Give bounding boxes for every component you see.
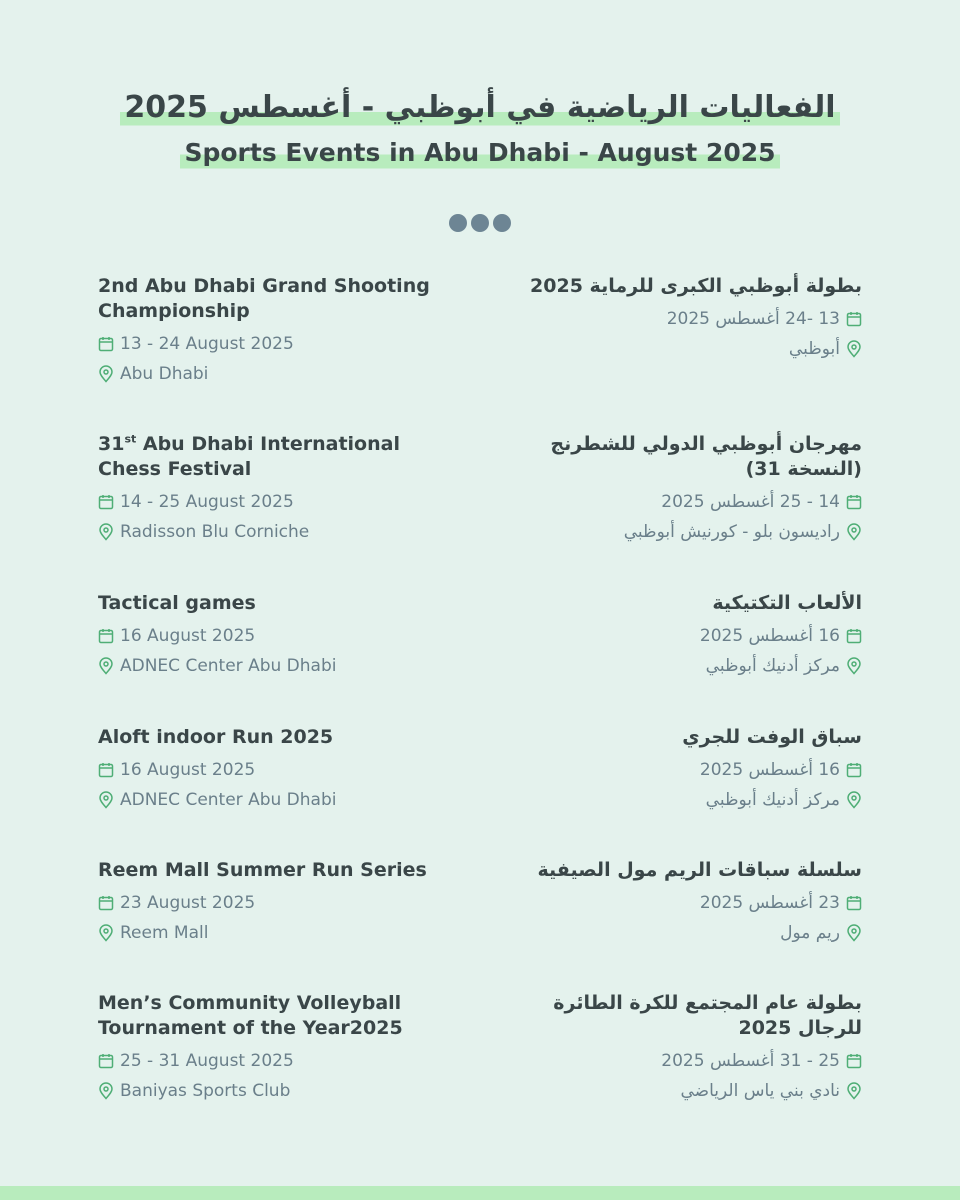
map-pin-icon: [846, 924, 862, 942]
event-title: الألعاب التكتيكية: [712, 592, 862, 614]
event-date: 23 أغسطس 2025: [502, 892, 862, 914]
event-date: 16 August 2025: [98, 759, 458, 781]
map-pin-icon: [98, 657, 114, 675]
event-date: 16 August 2025: [98, 625, 458, 647]
event-title: Tactical games: [98, 592, 256, 614]
event-arabic-aloft-run: [502, 725, 862, 811]
event-english-volleyball: [98, 991, 458, 1102]
event-english-tactical: [98, 591, 458, 677]
event-location: Abu Dhabi: [98, 363, 458, 385]
event-date: 25 - 31 August 2025: [98, 1050, 458, 1072]
page-title-english: Sports Events in Abu Dhabi - August 2025: [180, 136, 779, 170]
event-arabic-shooting: [502, 274, 862, 360]
event-title: 31st Abu Dhabi International Chess Festival: [98, 432, 400, 480]
calendar-icon: [98, 336, 114, 352]
divider-dot: [449, 214, 467, 232]
calendar-icon: [98, 895, 114, 911]
event-title: بطولة عام المجتمع للكرة الطائرة للرجال 2025: [553, 992, 862, 1039]
divider-dot: [493, 214, 511, 232]
event-arabic-tactical: [502, 591, 862, 677]
map-pin-icon: [846, 523, 862, 541]
event-location: Radisson Blu Corniche: [98, 521, 458, 543]
event-title: Men’s Community Volleyball Tournament of the Year2025: [98, 992, 403, 1039]
calendar-icon: [98, 1053, 114, 1069]
bottom-accent-bar: [0, 1186, 960, 1200]
ellipsis-divider: [0, 214, 960, 232]
event-location: أبوظبي: [502, 338, 862, 360]
event-english-reem-run: [98, 858, 458, 944]
map-pin-icon: [846, 657, 862, 675]
event-location: ADNEC Center Abu Dhabi: [98, 655, 458, 677]
event-title: Aloft indoor Run 2025: [98, 726, 334, 748]
calendar-icon: [846, 895, 862, 911]
event-title: Reem Mall Summer Run Series: [98, 859, 427, 881]
event-date: 25 - 31 أغسطس 2025: [502, 1050, 862, 1072]
event-location: مركز أدنيك أبوظبي: [502, 789, 862, 811]
map-pin-icon: [98, 365, 114, 383]
event-title: سلسلة سباقات الريم مول الصيفية: [537, 859, 862, 881]
calendar-icon: [846, 311, 862, 327]
calendar-icon: [846, 494, 862, 510]
event-date: 13 - 24 August 2025: [98, 333, 458, 355]
event-location: راديسون بلو - كورنيش أبوظبي: [502, 521, 862, 543]
map-pin-icon: [98, 523, 114, 541]
event-date: 14 - 25 أغسطس 2025: [502, 491, 862, 513]
event-location: مركز أدنيك أبوظبي: [502, 655, 862, 677]
event-location: Baniyas Sports Club: [98, 1080, 458, 1102]
event-title: بطولة أبوظبي الكبرى للرماية 2025: [530, 275, 862, 297]
calendar-icon: [846, 628, 862, 644]
page-title-arabic: الفعاليات الرياضية في أبوظبي - أغسطس 2025: [120, 88, 839, 128]
event-location: ريم مول: [502, 922, 862, 944]
map-pin-icon: [846, 791, 862, 809]
page-header: [0, 88, 960, 170]
event-arabic-reem-run: [502, 858, 862, 944]
calendar-icon: [98, 494, 114, 510]
calendar-icon: [98, 762, 114, 778]
map-pin-icon: [846, 340, 862, 358]
map-pin-icon: [98, 924, 114, 942]
calendar-icon: [846, 762, 862, 778]
map-pin-icon: [98, 1082, 114, 1100]
event-english-shooting: [98, 274, 458, 385]
event-date: 16 أغسطس 2025: [502, 625, 862, 647]
event-title: سباق الوفت للجري: [682, 726, 862, 748]
event-title: 2nd Abu Dhabi Grand Shooting Championship: [98, 275, 430, 322]
event-title: مهرجان أبوظبي الدولي للشطرنج (النسخة 31): [550, 433, 862, 480]
event-date: 16 أغسطس 2025: [502, 759, 862, 781]
divider-dot: [471, 214, 489, 232]
event-arabic-chess: [502, 432, 862, 543]
event-location: ADNEC Center Abu Dhabi: [98, 789, 458, 811]
calendar-icon: [98, 628, 114, 644]
calendar-icon: [846, 1053, 862, 1069]
map-pin-icon: [98, 791, 114, 809]
event-location: نادي بني ياس الرياضي: [502, 1080, 862, 1102]
event-date: 13 -24 أغسطس 2025: [502, 308, 862, 330]
event-date: 14 - 25 August 2025: [98, 491, 458, 513]
event-arabic-volleyball: [502, 991, 862, 1102]
event-location: Reem Mall: [98, 922, 458, 944]
event-english-aloft-run: [98, 725, 458, 811]
event-english-chess: [98, 432, 458, 543]
event-date: 23 August 2025: [98, 892, 458, 914]
map-pin-icon: [846, 1082, 862, 1100]
